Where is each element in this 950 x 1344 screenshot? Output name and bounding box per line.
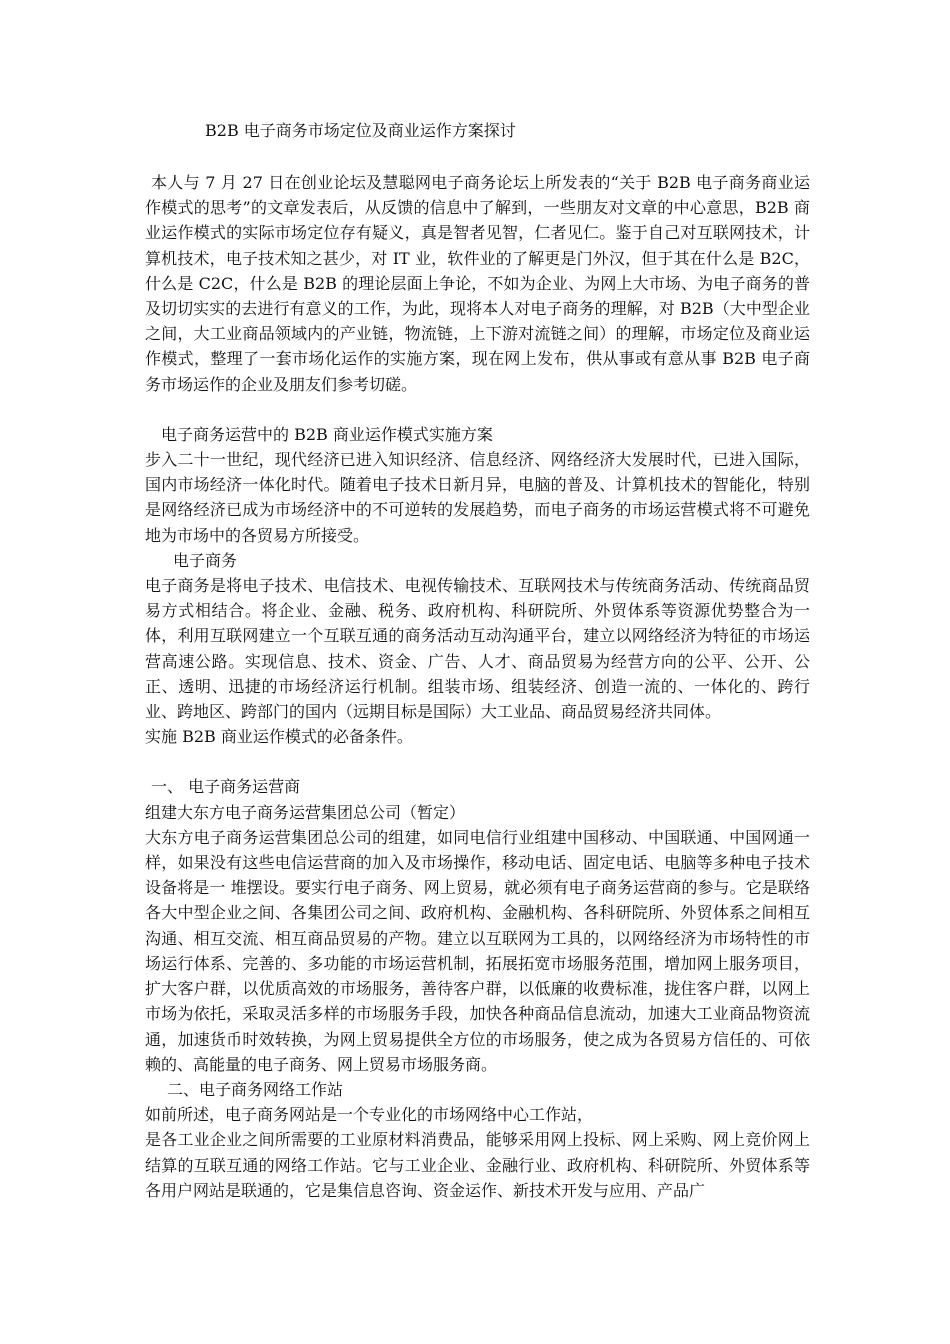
item2-heading: 二、电子商务网络工作站 <box>167 1079 344 1099</box>
spacer <box>145 397 810 422</box>
item2-paragraph: 是各工业企业之间所需要的工业原材料消费品，能够采用网上投标、网上采购、网上竞价网上结算的互联互通的网络工作站。它与工业企业、金融行业、政府机构、科研院所、外贸体系等各用户网站是联通的，它是集信息咨询、资金运作、新技术开发与应用、产品广 <box>145 1130 810 1200</box>
intro-paragraph: 本人与 7 月 27 日在创业论坛及慧聪网电子商务论坛上所发表的“关于 B2B 电子商务商业运作模式的思考”的文章发表后，从反馈的信息中了解到，一些朋友对文章的中心意思，B2B 商业运作模式的实际市场定位存有疑义，真是智者见智，仁者见仁。鉴于自己对互联网技术，计算机技术，电子技术知之甚少，对 IT 业，软件业的了解更是门外汉，但于其在什么是 B2C，什么是 C2C，什么是 B2B 的理论层面上争论，不如为企业、为网上大市场、为电子商务的普及切切实实的去进行有意义的工作，为此，现将本人对电子商务的理解，对 B2B（大中型企业之间，大工业商品领域内的产业链，物流链，上下游对流链之间）的理解，市场定位及商业运作模式，整理了一套市场化运作的实施方案，现在网上发布，供从事或有意从事 B2B 电子商务市场运作的企业及朋友们参考切磋。 <box>145 173 810 394</box>
document-page <box>145 118 810 1203</box>
document-title: B2B 电子商务市场定位及商业运作方案探讨 <box>205 121 516 140</box>
item1-paragraph: 大东方电子商务运营集团总公司的组建，如同电信行业组建中国移动、中国联通、中国网通一样，如果没有这些电信运营商的加入及市场操作，移动电话、固定电话、电脑等多种电子技术设备将是一 堆摆设。要实行电子商务、网上贸易，就必须有电子商务运营商的参与。它是联络各大中型企业之间、各集团公司之间、政府机构、金融机构、各科研院所、外贸体系之间相互沟通、相互交流、相互商品贸易的产物。建立以互联网为工具的，以网络经济为市场特性的市场运行体系、完善的、多功能的市场运营机制，拓展拓宽市场服务范围，增加网上服务项目，扩大客户群，以优质高效的市场服务，善待客户群，以低廉的收费标准，拢住客户群，以网上市场为依托，采取灵活多样的市场服务手段，加快各种商品信息流动，加速大工业商品物资流通，加速货币时效转换，为网上贸易提供全方位的市场服务，使之成为各贸易方信任的、可依赖的、高能量的电子商务、网上贸易市场服务商。 <box>145 827 810 1074</box>
ecommerce-heading: 电子商务 <box>173 550 238 570</box>
section-heading: 电子商务运营中的 B2B 商业运作模式实施方案 <box>161 424 493 444</box>
item2-first-line: 如前所述，电子商务网站是一个专业化的市场网络中心工作站， <box>145 1105 594 1125</box>
item1-subheading: 组建大东方电子商务运营集团总公司（暂定） <box>145 802 466 822</box>
section-intro-paragraph: 步入二十一世纪，现代经济已进入知识经济、信息经济、网络经济大发展时代，已进入国际，国内市场经济一体化时代。随着电子技术日新月异，电脑的普及、计算机技术的智能化，特别是网络经济已成为市场经济中的不可逆转的发展趋势，而电子商务的市场运营模式将不可避免地为市场中的各贸易方所接受。 <box>145 450 810 545</box>
requirements-line: 实施 B2B 商业运作模式的必备条件。 <box>145 727 413 747</box>
spacer <box>145 749 810 774</box>
item1-heading: 一、 电子商务运营商 <box>151 777 301 797</box>
ecommerce-paragraph: 电子商务是将电子技术、电信技术、电视传输技术、互联网技术与传统商务活动、传统商品贸易方式相结合。将企业、金融、税务、政府机构、科研院所、外贸体系等资源优势整合为一体，利用互联网建立一个互联互通的商务活动互动沟通平台，建立以网络经济为特征的市场运营高速公路。实现信息、技术、资金、广告、人才、商品贸易为经营方向的公平、公开、公正、透明、迅捷的市场经济运行机制。组装市场、组装经济、创造一流的、一体化的、跨行业、跨地区、跨部门的国内（远期目标是国际）大工业品、商品贸易经济共同体。 <box>145 576 810 722</box>
